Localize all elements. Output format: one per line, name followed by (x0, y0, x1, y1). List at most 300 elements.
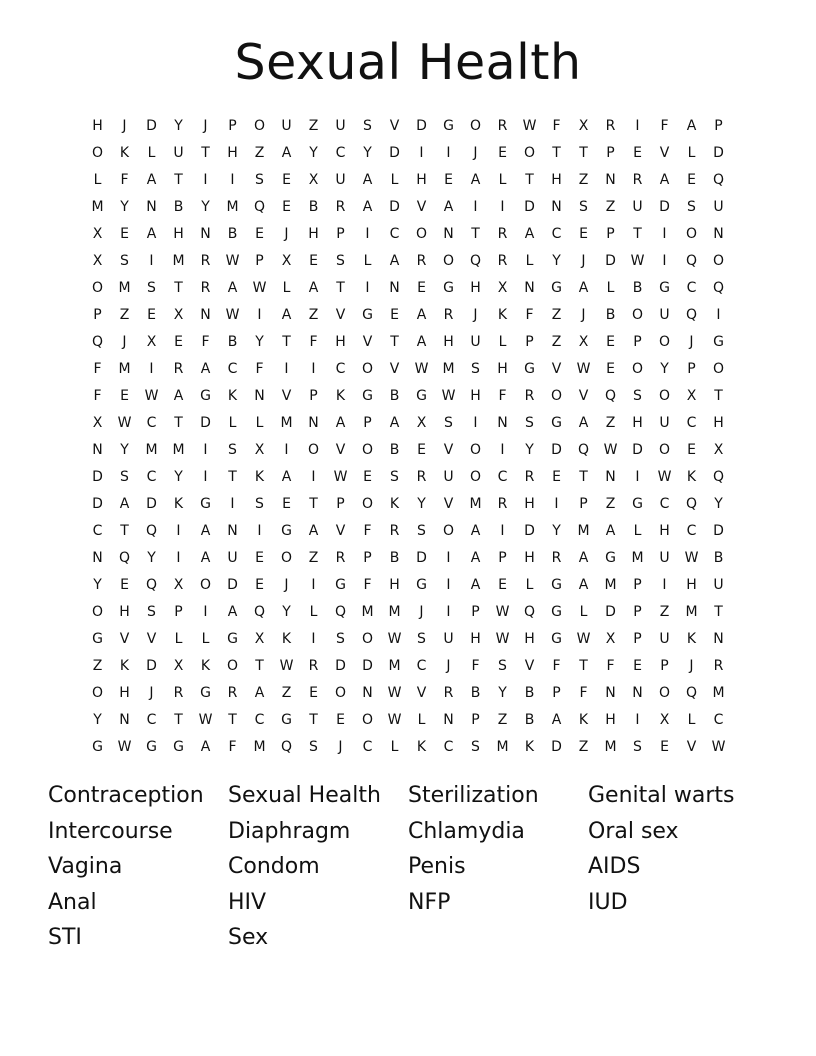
grid-letter: T (552, 144, 561, 161)
grid-letter: D (227, 576, 238, 593)
grid-letter: D (362, 657, 373, 674)
grid-letter: Q (685, 306, 698, 323)
grid-letter: G (551, 630, 562, 647)
grid-letter: A (578, 576, 589, 593)
grid-letter: H (470, 387, 481, 404)
grid-letter: Y (93, 711, 102, 728)
grid-letter: L (498, 171, 507, 188)
grid-letter: C (389, 225, 400, 242)
grid-letter: I (446, 144, 451, 161)
grid-letter: J (122, 117, 127, 134)
grid-letter: E (282, 495, 291, 512)
grid-letter: M (253, 738, 266, 755)
grid-letter: W (117, 738, 132, 755)
grid-letter: K (686, 630, 697, 647)
grid-letter: B (605, 306, 616, 323)
grid-letter: Q (685, 495, 698, 512)
grid-letter: T (525, 171, 534, 188)
grid-letter: D (659, 198, 670, 215)
grid-letter: L (174, 630, 183, 647)
grid-letter: G (281, 711, 292, 728)
grid-letter: O (226, 657, 239, 674)
grid-letter: D (605, 252, 616, 269)
grid-letter: S (120, 252, 129, 269)
grid-letter: Z (578, 171, 589, 188)
grid-letter: V (335, 522, 346, 539)
grid-letter: N (200, 225, 211, 242)
grid-letter: N (497, 414, 508, 431)
grid-letter: P (336, 495, 345, 512)
grid-letter: H (308, 225, 319, 242)
grid-letter: F (363, 522, 372, 539)
word-bank-item: Sterilization (408, 783, 539, 808)
grid-letter: W (495, 603, 510, 620)
word-search-grid (84, 112, 732, 760)
grid-letter: Z (92, 657, 103, 674)
grid-letter: L (606, 279, 615, 296)
grid-letter: P (363, 549, 372, 566)
grid-letter: H (173, 225, 184, 242)
grid-letter: F (93, 387, 102, 404)
grid-letter: D (200, 414, 211, 431)
grid-letter: W (684, 549, 699, 566)
grid-letter: K (119, 144, 130, 161)
grid-letter: I (311, 630, 316, 647)
grid-letter: I (635, 468, 640, 485)
grid-letter: C (92, 522, 103, 539)
grid-letter: I (311, 468, 316, 485)
grid-letter: G (551, 576, 562, 593)
grid-letter: O (631, 360, 644, 377)
grid-letter: P (471, 711, 480, 728)
grid-letter: I (365, 279, 370, 296)
grid-letter: K (389, 495, 400, 512)
grid-letter: A (173, 387, 184, 404)
grid-letter: Z (659, 603, 670, 620)
grid-letter: F (363, 576, 372, 593)
grid-letter: Y (174, 117, 183, 134)
grid-letter: V (281, 387, 292, 404)
grid-letter: P (174, 603, 183, 620)
grid-letter: J (581, 252, 586, 269)
grid-letter: I (446, 603, 451, 620)
grid-letter: M (577, 522, 590, 539)
grid-letter: F (606, 657, 615, 674)
grid-letter: J (689, 333, 694, 350)
grid-letter: D (146, 657, 157, 674)
grid-letter: J (473, 144, 478, 161)
grid-letter: I (203, 441, 208, 458)
grid-letter: Z (281, 684, 292, 701)
grid-letter: P (552, 684, 561, 701)
grid-letter: I (284, 441, 289, 458)
grid-letter: O (658, 441, 671, 458)
grid-letter: L (93, 171, 102, 188)
grid-letter: G (362, 306, 373, 323)
grid-letter: V (362, 333, 373, 350)
grid-letter: E (606, 333, 615, 350)
grid-letter: H (470, 279, 481, 296)
grid-letter: K (416, 738, 427, 755)
grid-letter: W (387, 711, 402, 728)
grid-letter: I (257, 306, 262, 323)
grid-letter: W (603, 441, 618, 458)
grid-letter: I (500, 441, 505, 458)
grid-letter: P (336, 225, 345, 242)
grid-letter: O (523, 144, 536, 161)
word-bank-item: Vagina (48, 854, 123, 879)
grid-letter: Z (308, 306, 319, 323)
grid-letter: E (363, 468, 372, 485)
grid-letter: R (389, 522, 400, 539)
grid-letter: V (578, 387, 589, 404)
grid-letter: U (335, 171, 346, 188)
grid-letter: I (230, 171, 235, 188)
grid-letter: X (416, 414, 427, 431)
grid-letter: P (471, 603, 480, 620)
grid-letter: M (685, 603, 698, 620)
grid-letter: Z (119, 306, 130, 323)
grid-letter: C (146, 414, 157, 431)
word-bank-item: Genital warts (588, 783, 735, 808)
grid-letter: T (174, 711, 183, 728)
grid-letter: P (606, 144, 615, 161)
grid-letter: K (335, 387, 346, 404)
grid-letter: O (361, 441, 374, 458)
grid-letter: L (687, 144, 696, 161)
grid-letter: A (389, 252, 400, 269)
grid-letter: S (390, 468, 399, 485)
grid-letter: R (497, 117, 508, 134)
grid-letter: X (92, 414, 103, 431)
grid-letter: W (333, 468, 348, 485)
grid-letter: Z (254, 144, 265, 161)
grid-letter: F (93, 360, 102, 377)
grid-letter: T (714, 603, 723, 620)
grid-letter: Q (469, 252, 482, 269)
grid-letter: O (361, 360, 374, 377)
grid-letter: U (443, 468, 454, 485)
grid-letter: V (551, 360, 562, 377)
grid-letter: N (389, 279, 400, 296)
grid-letter: T (255, 657, 264, 674)
grid-letter: E (417, 441, 426, 458)
grid-letter: A (659, 171, 670, 188)
grid-letter: G (227, 630, 238, 647)
grid-letter: S (255, 171, 264, 188)
grid-letter: X (92, 252, 103, 269)
grid-letter: L (525, 252, 534, 269)
grid-letter: J (338, 738, 343, 755)
grid-letter: U (713, 576, 724, 593)
grid-letter: A (551, 711, 562, 728)
grid-letter: S (363, 117, 372, 134)
grid-letter: Q (685, 684, 698, 701)
grid-letter: W (279, 657, 294, 674)
grid-letter: G (551, 414, 562, 431)
grid-letter: N (524, 279, 535, 296)
grid-letter: S (633, 387, 642, 404)
grid-letter: F (471, 657, 480, 674)
grid-letter: V (335, 441, 346, 458)
grid-letter: Q (145, 576, 158, 593)
grid-letter: I (257, 522, 262, 539)
grid-letter: T (579, 657, 588, 674)
grid-letter: M (280, 414, 293, 431)
grid-letter: B (632, 279, 643, 296)
grid-letter: S (444, 414, 453, 431)
grid-letter: G (443, 117, 454, 134)
grid-letter: Q (253, 198, 266, 215)
grid-letter: U (713, 198, 724, 215)
grid-letter: Q (280, 738, 293, 755)
grid-letter: C (146, 711, 157, 728)
grid-letter: A (578, 549, 589, 566)
grid-letter: C (416, 657, 427, 674)
grid-letter: I (473, 198, 478, 215)
grid-letter: M (118, 279, 131, 296)
grid-letter: E (336, 711, 345, 728)
grid-letter: G (605, 549, 616, 566)
grid-letter: V (389, 360, 400, 377)
grid-letter: B (524, 711, 535, 728)
grid-letter: U (659, 306, 670, 323)
grid-letter: L (579, 603, 588, 620)
word-bank-item: Diaphragm (228, 818, 351, 844)
grid-letter: K (281, 630, 292, 647)
grid-letter: G (281, 522, 292, 539)
grid-letter: H (227, 144, 238, 161)
grid-letter: E (498, 576, 507, 593)
grid-letter: T (174, 171, 183, 188)
grid-letter: R (524, 468, 535, 485)
grid-letter: G (551, 279, 562, 296)
grid-letter: I (446, 549, 451, 566)
grid-letter: L (147, 144, 156, 161)
grid-letter: I (635, 711, 640, 728)
grid-letter: Q (334, 603, 347, 620)
word-bank-item: Chlamydia (408, 818, 525, 844)
grid-letter: O (469, 117, 482, 134)
grid-letter: X (308, 171, 319, 188)
grid-letter: J (446, 657, 451, 674)
grid-letter: E (147, 306, 156, 323)
grid-letter: F (552, 657, 561, 674)
grid-letter: I (662, 225, 667, 242)
grid-letter: G (92, 630, 103, 647)
grid-letter: A (119, 495, 130, 512)
grid-letter: U (659, 549, 670, 566)
grid-letter: E (174, 333, 183, 350)
grid-letter: U (443, 630, 454, 647)
grid-letter: C (254, 711, 265, 728)
grid-letter: K (254, 468, 265, 485)
grid-letter: J (203, 117, 208, 134)
grid-letter: K (524, 738, 535, 755)
grid-letter: H (389, 576, 400, 593)
grid-letter: Y (120, 198, 129, 215)
grid-letter: W (117, 414, 132, 431)
grid-letter: I (176, 522, 181, 539)
grid-letter: X (254, 441, 265, 458)
grid-letter: N (443, 711, 454, 728)
grid-letter: J (122, 333, 127, 350)
grid-letter: Q (712, 468, 725, 485)
grid-letter: U (659, 414, 670, 431)
grid-letter: W (576, 360, 591, 377)
grid-letter: Y (660, 360, 669, 377)
grid-letter: A (686, 117, 697, 134)
grid-letter: E (579, 225, 588, 242)
grid-letter: A (200, 522, 211, 539)
grid-letter: T (174, 279, 183, 296)
grid-letter: F (525, 306, 534, 323)
grid-letter: G (92, 738, 103, 755)
grid-letter: R (173, 684, 184, 701)
grid-letter: P (93, 306, 102, 323)
grid-letter: M (172, 252, 185, 269)
grid-letter: S (336, 252, 345, 269)
grid-letter: J (419, 603, 424, 620)
grid-letter: F (255, 360, 264, 377)
grid-letter: Y (417, 495, 426, 512)
grid-letter: K (686, 468, 697, 485)
grid-letter: A (308, 522, 319, 539)
grid-letter: J (473, 306, 478, 323)
grid-letter: H (119, 603, 130, 620)
grid-letter: B (713, 549, 724, 566)
grid-letter: Y (120, 441, 129, 458)
grid-letter: M (631, 549, 644, 566)
grid-letter: I (230, 495, 235, 512)
grid-letter: H (524, 549, 535, 566)
grid-letter: E (120, 225, 129, 242)
word-bank-item: IUD (588, 889, 628, 915)
grid-letter: Y (525, 441, 534, 458)
grid-letter: K (173, 495, 184, 512)
grid-letter: T (390, 333, 399, 350)
grid-letter: I (500, 198, 505, 215)
grid-letter: M (442, 360, 455, 377)
grid-letter: V (416, 198, 427, 215)
grid-letter: F (552, 117, 561, 134)
grid-letter: A (578, 414, 589, 431)
grid-letter: O (550, 387, 563, 404)
grid-letter: Z (605, 414, 616, 431)
grid-letter: Y (552, 522, 561, 539)
grid-letter: H (524, 630, 535, 647)
grid-letter: I (365, 225, 370, 242)
grid-letter: O (442, 252, 455, 269)
grid-letter: X (146, 333, 157, 350)
grid-letter: E (687, 441, 696, 458)
grid-letter: C (335, 360, 346, 377)
grid-letter: A (362, 198, 373, 215)
grid-letter: E (444, 171, 453, 188)
grid-letter: A (470, 522, 481, 539)
grid-letter: Q (91, 333, 104, 350)
grid-letter: X (686, 387, 697, 404)
grid-letter: D (389, 144, 400, 161)
grid-letter: S (471, 360, 480, 377)
grid-letter: W (198, 711, 213, 728)
grid-letter: C (227, 360, 238, 377)
grid-letter: X (713, 441, 724, 458)
grid-letter: D (713, 144, 724, 161)
grid-letter: R (443, 306, 454, 323)
grid-letter: N (632, 684, 643, 701)
grid-letter: G (146, 738, 157, 755)
grid-letter: S (525, 414, 534, 431)
grid-letter: O (658, 333, 671, 350)
grid-letter: H (92, 117, 103, 134)
grid-letter: L (363, 252, 372, 269)
grid-letter: W (711, 738, 726, 755)
grid-letter: N (254, 387, 265, 404)
grid-letter: M (118, 360, 131, 377)
grid-letter: Y (147, 549, 156, 566)
grid-letter: J (284, 225, 289, 242)
grid-letter: J (149, 684, 154, 701)
grid-letter: A (200, 360, 211, 377)
grid-letter: I (311, 360, 316, 377)
grid-letter: I (500, 522, 505, 539)
grid-letter: P (309, 387, 318, 404)
grid-letter: A (578, 279, 589, 296)
grid-letter: F (660, 117, 669, 134)
grid-letter: W (414, 360, 429, 377)
grid-letter: H (335, 333, 346, 350)
grid-letter: O (712, 360, 725, 377)
grid-letter: R (524, 387, 535, 404)
grid-letter: V (146, 630, 157, 647)
grid-letter: U (227, 549, 238, 566)
grid-letter: S (228, 441, 237, 458)
grid-letter: S (255, 495, 264, 512)
grid-letter: O (307, 441, 320, 458)
grid-letter: H (713, 414, 724, 431)
grid-letter: E (255, 549, 264, 566)
grid-letter: I (203, 171, 208, 188)
grid-letter: D (92, 495, 103, 512)
grid-letter: C (497, 468, 508, 485)
grid-letter: D (335, 657, 346, 674)
grid-letter: T (309, 495, 318, 512)
grid-letter: T (579, 468, 588, 485)
grid-letter: E (687, 171, 696, 188)
grid-letter: N (119, 711, 130, 728)
grid-letter: M (604, 576, 617, 593)
grid-letter: T (174, 414, 183, 431)
grid-letter: N (443, 225, 454, 242)
grid-letter: I (662, 576, 667, 593)
grid-letter: W (387, 684, 402, 701)
grid-letter: P (363, 414, 372, 431)
grid-letter: F (120, 171, 129, 188)
grid-letter: O (91, 144, 104, 161)
grid-letter: D (551, 738, 562, 755)
grid-letter: X (497, 279, 508, 296)
grid-letter: H (632, 414, 643, 431)
grid-letter: Z (551, 333, 562, 350)
grid-letter: W (522, 117, 537, 134)
grid-letter: U (281, 117, 292, 134)
grid-letter: Z (308, 549, 319, 566)
grid-letter: O (658, 387, 671, 404)
grid-letter: R (227, 684, 238, 701)
grid-letter: A (146, 171, 157, 188)
grid-letter: L (228, 414, 237, 431)
